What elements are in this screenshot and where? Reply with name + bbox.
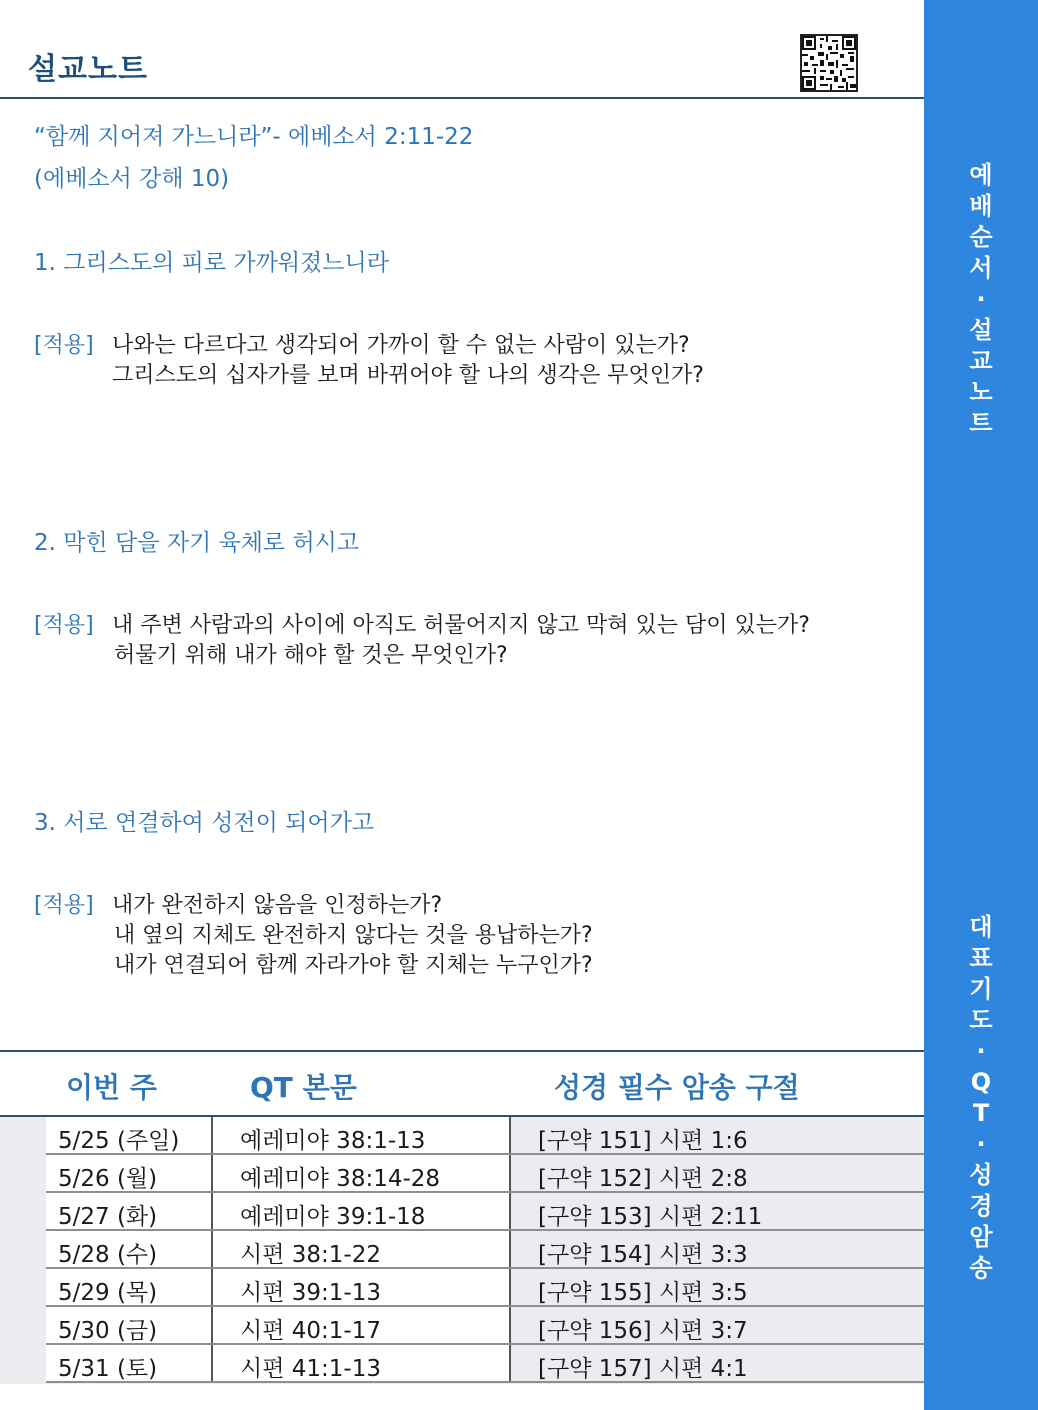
apply-question: 그리스도의 십자가를 보며 바뀌어야 할 나의 생각은 무엇인가? [112,363,704,388]
sidebar-char: 노 [969,378,993,406]
row-divider [46,1229,924,1231]
date-cell: 5/27 (화) [58,1204,158,1230]
row-divider [46,1191,924,1193]
sermon-series: (에베소서 강해 10) [34,166,230,192]
memory-verse-cell: [구약 154] 시편 3:3 [538,1242,748,1268]
column-header-memory-verse: 성경 필수 암송 구절 [554,1071,800,1104]
apply-tag: [적용] [34,613,94,638]
qr-code-icon [800,34,858,92]
memory-verse-cell: [구약 152] 시편 2:8 [538,1166,748,1192]
apply-tag: [적용] [34,333,94,358]
qt-cell: 시편 41:1-13 [240,1356,381,1382]
sidebar-char: 경 [969,1192,993,1220]
sidebar-char: 트 [969,409,993,437]
apply-question: 내 주변 사람과의 사이에 아직도 허물어지지 않고 막혀 있는 담이 있는가? [112,613,810,638]
sidebar-char: 교 [969,347,993,375]
sermon-title: “함께 지어져 가느니라”- 에베소서 2:11-22 [34,124,474,150]
memory-verse-cell: [구약 156] 시편 3:7 [538,1318,748,1344]
sidebar-char: 대 [969,913,993,941]
sidebar-char: T [972,1099,990,1127]
header-divider [0,97,924,99]
date-cell: 5/31 (토) [58,1356,158,1382]
apply-question: 내 옆의 지체도 완전하지 않다는 것을 용납하는가? [114,923,593,948]
sidebar-char: 기 [969,975,993,1003]
apply-question: 허물기 위해 내가 해야 할 것은 무엇인가? [114,643,508,668]
point-heading: 1. 그리스도의 피로 가까워졌느니라 [34,250,389,276]
sidebar-char: 순 [969,223,993,251]
apply-question: 내가 연결되어 함께 자라가야 할 지체는 누구인가? [114,953,593,978]
sidebar-char: 표 [969,944,993,972]
date-cell: 5/30 (금) [58,1318,158,1344]
point-heading: 2. 막힌 담을 자기 육체로 허시고 [34,530,360,556]
point-heading: 3. 서로 연결하여 성전이 되어가고 [34,810,375,836]
sidebar-separator: · [976,1130,986,1158]
sidebar-char: 암 [969,1223,993,1251]
sidebar-label-prayer-qt-memory [924,912,1038,1284]
sidebar-char: 배 [969,192,993,220]
memory-verse-cell: [구약 157] 시편 4:1 [538,1356,748,1382]
date-cell: 5/25 (주일) [58,1128,180,1154]
sidebar-char: 서 [969,254,993,282]
qt-cell: 예레미야 38:14-28 [240,1166,441,1192]
date-cell: 5/28 (수) [58,1242,158,1268]
row-divider [46,1343,924,1345]
qt-cell: 예레미야 39:1-18 [240,1204,426,1230]
table-top-divider [0,1050,924,1052]
sidebar-separator: · [976,285,986,313]
date-cell: 5/26 (월) [58,1166,158,1192]
apply-question: 내가 완전하지 않음을 인정하는가? [112,893,443,918]
qt-cell: 예레미야 38:1-13 [240,1128,426,1154]
sidebar-char: 성 [969,1161,993,1189]
row-divider [46,1267,924,1269]
qt-cell: 시편 40:1-17 [240,1318,381,1344]
apply-tag: [적용] [34,893,94,918]
qt-cell: 시편 39:1-13 [240,1280,381,1306]
sidebar-char: 도 [969,1006,993,1034]
apply-question: 나와는 다르다고 생각되어 가까이 할 수 없는 사람이 있는가? [112,333,690,358]
memory-verse-cell: [구약 151] 시편 1:6 [538,1128,748,1154]
memory-verse-cell: [구약 155] 시편 3:5 [538,1280,748,1306]
date-cell: 5/29 (목) [58,1280,158,1306]
sidebar-char: Q [970,1068,992,1096]
qt-cell: 시편 38:1-22 [240,1242,381,1268]
column-header-week: 이번 주 [66,1071,157,1104]
sidebar-char: 설 [969,316,993,344]
memory-verse-cell: [구약 153] 시편 2:11 [538,1204,763,1230]
sidebar-label-order-sermon-note [924,160,1038,439]
sidebar-separator: · [976,1037,986,1065]
row-divider [46,1305,924,1307]
sidebar-char: 예 [969,161,993,189]
column-header-qt: QT 본문 [250,1071,357,1104]
row-divider [46,1381,924,1383]
sidebar-char: 송 [969,1254,993,1282]
page-title: 설교노트 [28,52,148,87]
